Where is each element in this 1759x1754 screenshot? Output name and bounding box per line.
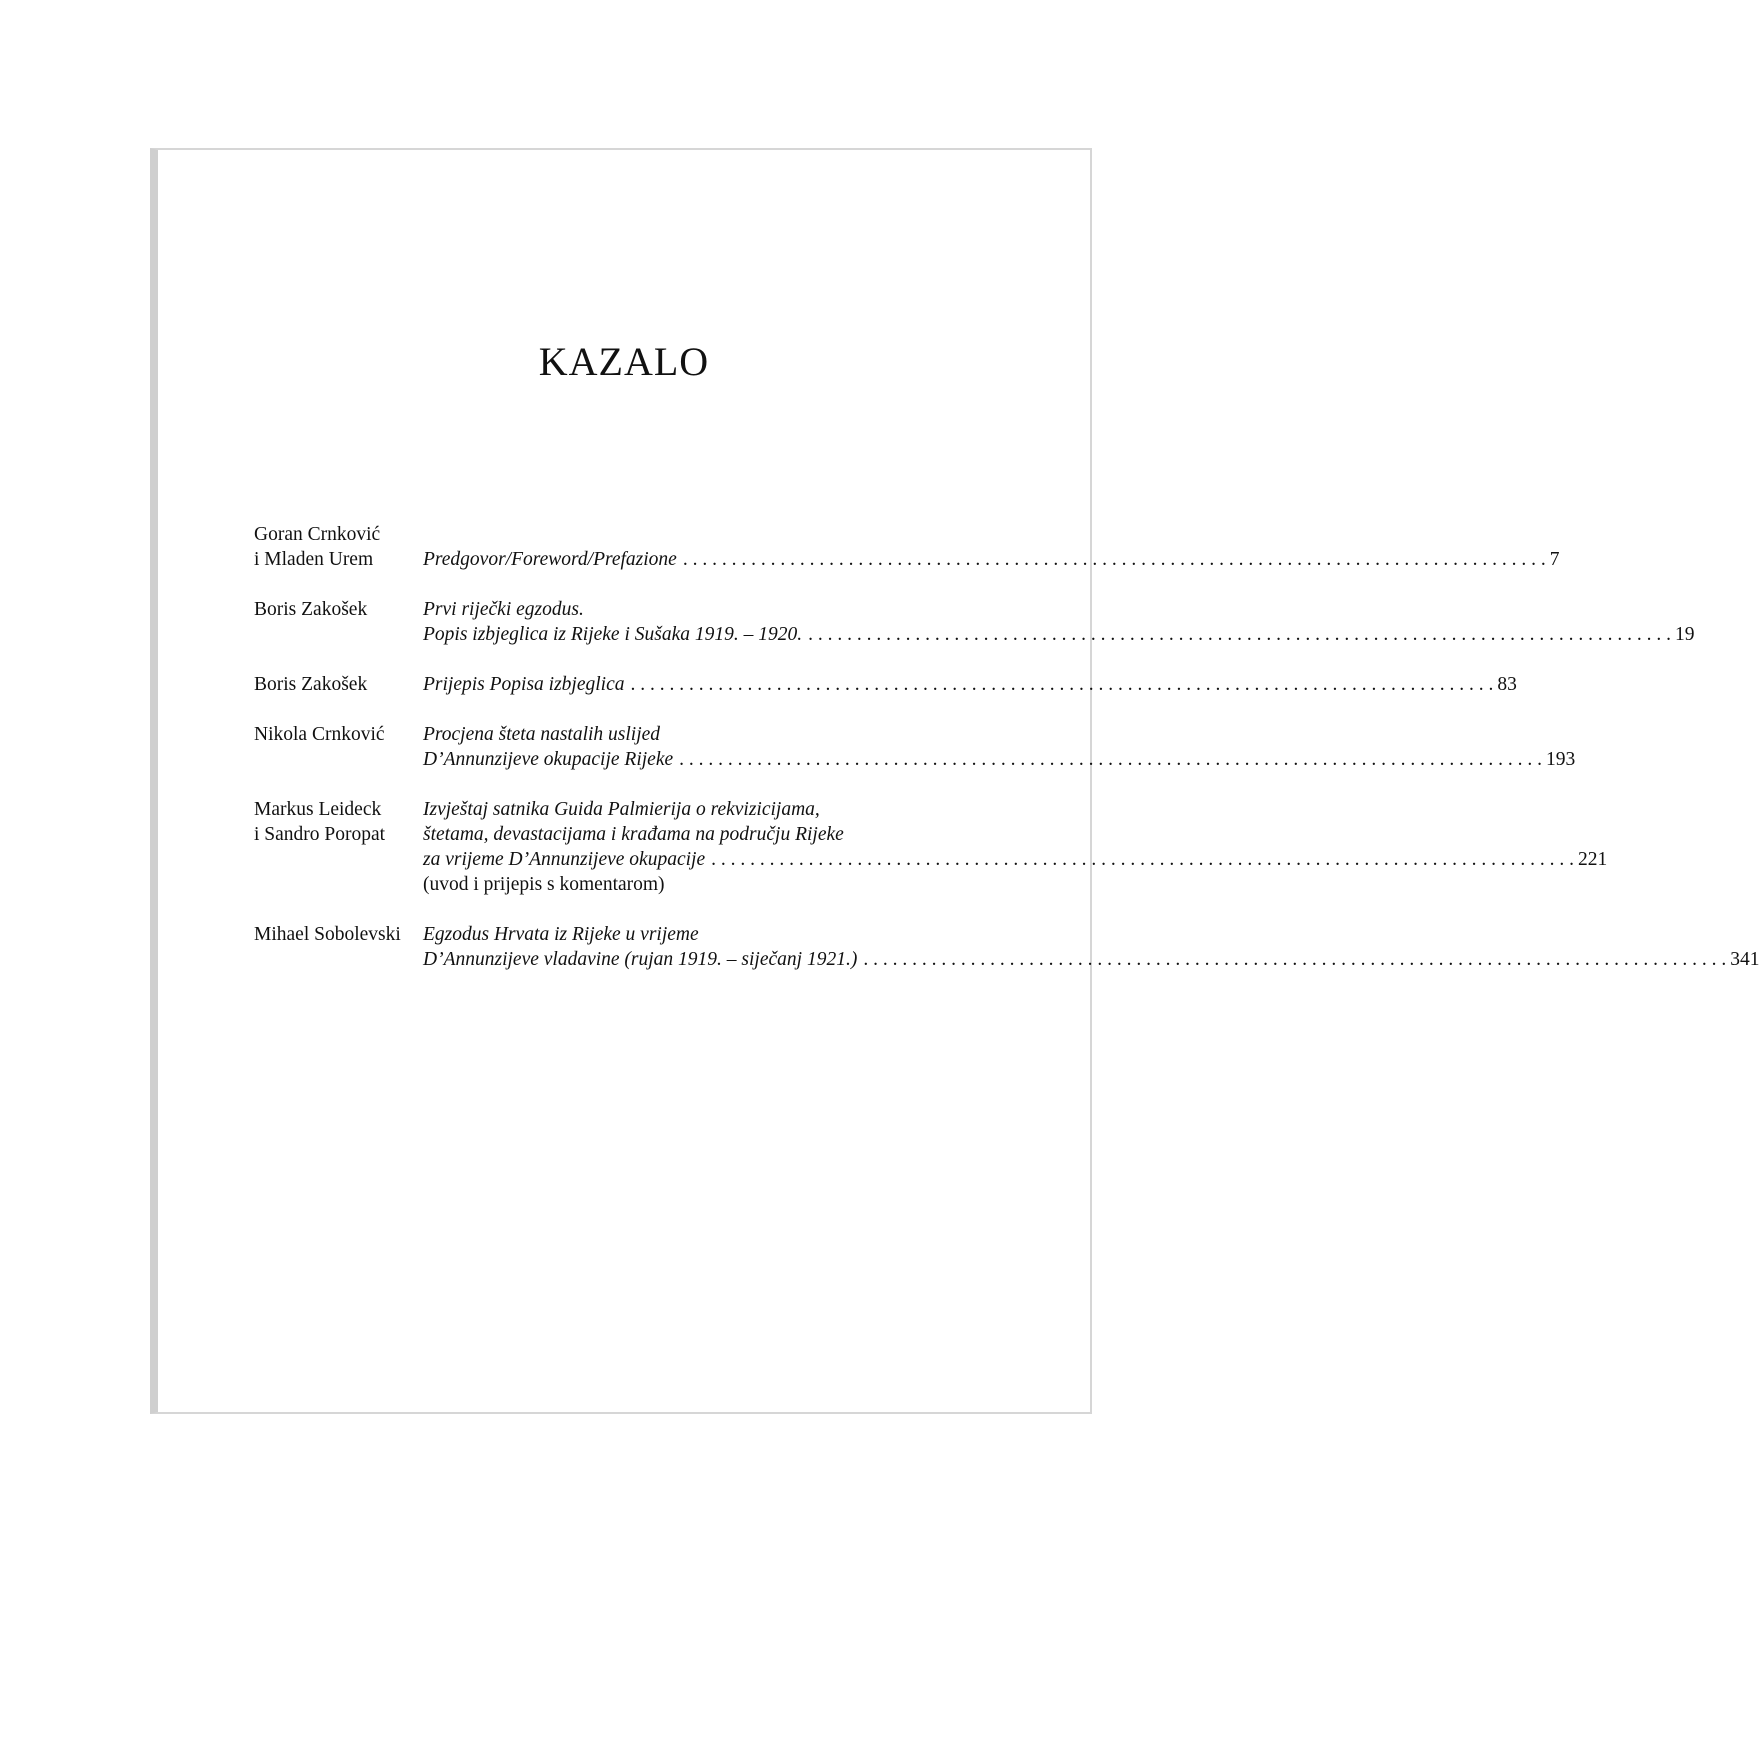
- toc-entry: [254, 922, 1759, 972]
- page-number: 193: [1546, 749, 1576, 770]
- toc-author: [254, 722, 423, 772]
- table-of-contents: [254, 522, 1759, 997]
- work-title-line: [423, 622, 1695, 647]
- toc-work: [423, 672, 1517, 697]
- work-title-line: [423, 547, 1559, 572]
- page-number: 83: [1497, 674, 1517, 695]
- work-note: (uvod i prijepis s komentarom): [423, 874, 665, 895]
- dot-leader: [683, 547, 1546, 572]
- toc-author: [254, 797, 423, 897]
- work-title: Popis izbjeglica iz Rijeke i Sušaka 1919. – 1920.: [423, 624, 803, 645]
- work-title: Prvi riječki egzodus.: [423, 599, 584, 620]
- toc-author: [254, 522, 423, 572]
- page-number: 221: [1578, 849, 1608, 870]
- work-title: D’Annunzijeve okupacije Rijeke: [423, 749, 674, 770]
- toc-author: [254, 672, 423, 697]
- author-name: i Sandro Poropat: [254, 824, 386, 845]
- author-name: Boris Zakošek: [254, 599, 368, 620]
- work-title: Izvještaj satnika Guida Palmierija o rekvizicijama,: [423, 799, 820, 820]
- dot-leader: [808, 622, 1671, 647]
- dot-leader: [679, 747, 1542, 772]
- toc-entry: [254, 522, 1560, 572]
- toc-author: [254, 597, 423, 647]
- toc-entry: [254, 672, 1517, 697]
- work-title-line: [423, 947, 1759, 972]
- toc-work: [423, 522, 1559, 572]
- page-title: KAZALO: [538, 339, 710, 384]
- toc-work: [423, 722, 1575, 772]
- toc-work: [423, 797, 1607, 897]
- work-title: Procjena šteta nastalih uslijed: [423, 724, 661, 745]
- author-name: Nikola Crnković: [254, 724, 385, 745]
- page-number: 7: [1549, 549, 1560, 570]
- page-number: 341: [1730, 949, 1759, 970]
- toc-entry: [254, 597, 1695, 647]
- author-name: i Mladen Urem: [254, 549, 374, 570]
- work-title: Predgovor/Foreword/Prefazione: [423, 549, 677, 570]
- author-name: Boris Zakošek: [254, 674, 368, 695]
- author-name: Markus Leideck: [254, 799, 382, 820]
- toc-author: [254, 922, 423, 972]
- author-name: Mihael Sobolevski: [254, 924, 401, 945]
- toc-entry: [254, 722, 1576, 772]
- author-name: Goran Crnković: [254, 524, 381, 545]
- dot-leader: [630, 672, 1493, 697]
- document-page: [150, 148, 1759, 1414]
- dot-leader: [711, 847, 1574, 872]
- work-title-line: [423, 847, 1607, 872]
- work-title-line: [423, 747, 1575, 772]
- work-title: za vrijeme D’Annunzijeve okupacije: [423, 849, 706, 870]
- toc-entry: [254, 797, 1608, 897]
- work-title-line: [423, 672, 1517, 697]
- toc-work: [423, 922, 1759, 972]
- toc-work: [423, 597, 1695, 647]
- page-number: 19: [1675, 624, 1695, 645]
- work-title: štetama, devastacijama i krađama na području Rijeke: [423, 824, 844, 845]
- dot-leader: [863, 947, 1726, 972]
- line-spacer: [423, 522, 1559, 547]
- work-title: Prijepis Popisa izbjeglica: [423, 674, 625, 695]
- work-title: Egzodus Hrvata iz Rijeke u vrijeme: [423, 924, 699, 945]
- work-title: D’Annunzijeve vladavine (rujan 1919. – siječanj 1921.): [423, 949, 858, 970]
